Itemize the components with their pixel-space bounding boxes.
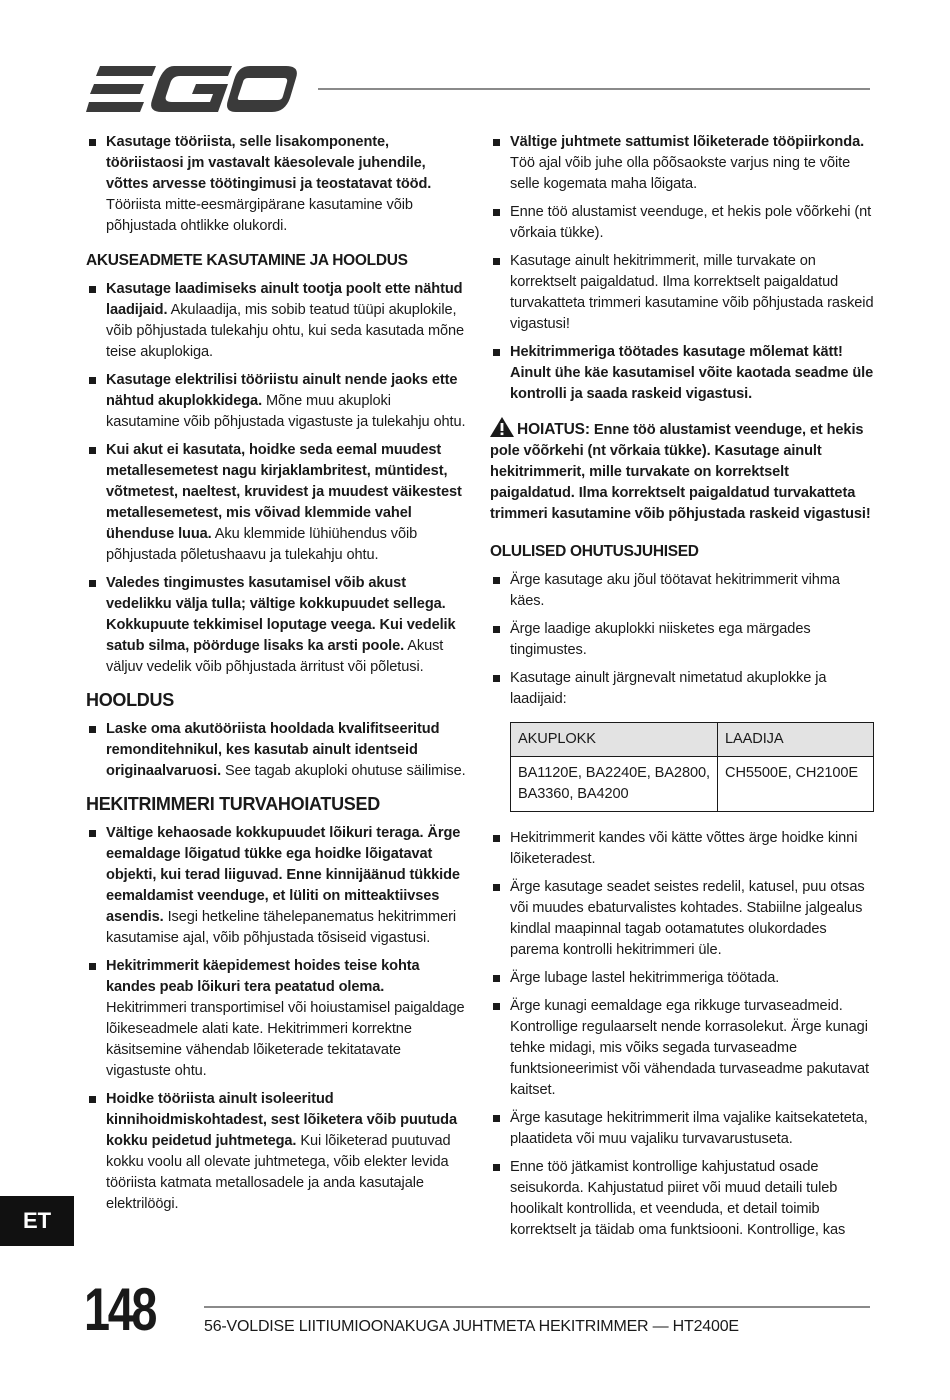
list-item: Ärge laadige akuplokki niisketes ega märgades tingimustes. [490,619,874,661]
header-rule [318,88,870,90]
list-item: Kasutage ainult hekitrimmerit, mille turvakate on korrektselt paigaldatud. Ilma korrektselt paigaldatud turvakatteta trimmeri kasutamine võib põhjustada raskeid vigastusi! [490,251,874,335]
footer-rule [204,1306,870,1308]
list-item: Ärge lubage lastel hekitrimmeriga töötada. [490,968,874,989]
table-header-cell: LAADIJA [718,723,874,757]
list-item: Kasutage elektrilisi tööriistu ainult nende jaoks ette nähtud akuplokkidega. Mõne muu akuploki kasutamine võib põhjustada vigastuste ja tulekahju ohtu. [86,370,468,433]
list-item: Ärge kasutage hekitrimmerit ilma vajalike kaitsekateteta, plaatideta või muu vajaliku turvavarustuseta. [490,1108,874,1150]
list-item: Kasutage ainult järgnevalt nimetatud akuplokke ja laadijaid: [490,668,874,710]
table-cell: BA1120E, BA2240E, BA2800, BA3360, BA4200 [511,757,718,812]
list-item: Ärge kasutage aku jõul töötavat hekitrimmerit vihma käes. [490,570,874,612]
list-item: Hekitrimmerit kandes või kätte võttes ärge hoidke kinni lõiketeradest. [490,828,874,870]
table-row [511,757,874,812]
list-item: Laske oma akutööriista hooldada kvalifitseeritud remonditehnikul, kes kasutab ainult identseid originaalvaruosi. See tagab akuploki ohutuse säilimise. [86,719,468,782]
list-item: Enne töö jätkamist kontrollige kahjustatud osade seisukorda. Kahjustatud piiret või muud detaili tuleb hoolikalt kontrollida, et veenduda, et detail toimib korrektselt ja täidab oma funktsiooni. Kontrollige, kas [490,1157,874,1241]
section-heading-service: HOOLDUS [86,690,174,710]
left-column [86,132,468,1222]
page-number: 148 [84,1276,156,1343]
list-item: Valedes tingimustes kasutamisel võib akust vedelikku välja tulla; vältige kokkupuudet sellega. Kokkupuute tekkimisel loputage veega. Kui vedelik satub silma, pöörduge lisaks ka arsti poole. Akust väljuv vedelik võib põhjustada ärritust või põletusi. [86,573,468,678]
list-item: Kasutage laadimiseks ainult tootja poolt ette nähtud laadijaid. Akulaadija, mis sobib teatud tüüpi akuplokile, võib põhjustada tulekahju ohtu, kui seda kasutada mõne teise akuplokiga. [86,279,468,363]
ego-logo [86,64,298,114]
list-item: Hoidke tööriista ainult isoleeritud kinnihoidmiskohtadest, sest lõiketera võib puutuda kokku peidetud juhtmetega. Kui lõiketerad puutuvad kokku voolu all olevate juhtmetega, võib elekter levida tööriista katmata metallosadele ja anda kasutajale elektrilöögi. [86,1089,468,1215]
warning-text: Enne töö alustamist veenduge, et hekis pole võõrkehi (nt võrkaia tükke). Kasutage ainult hekitrimmerit, mille turvakate on korrektselt paigaldatud. Ilma korrektselt paigaldatud turvakatteta trimmeri kasutamine võib põhjustada raskeid vigastusi! [490,422,871,522]
section-heading-trimmer: HEKITRIMMERI TURVAHOIATUSED [86,794,380,814]
list-item: Kasutage tööriista, selle lisakomponente, tööriistaosi jm vastavalt käesolevale juhendile, võttes arvesse töötingimusi ja teostatavat tööd. Tööriista mitte-eesmärgipärane kasutamine võib põhjustada ohtlikke olukordi. [86,132,468,237]
table-header-cell: AKUPLOKK [511,723,718,757]
list-item: Vältige juhtmete sattumist lõiketerade tööpiirkonda. Töö ajal võib juhe olla põõsaokste varjus ning te võite selle kogemata maha lõigata. [490,132,874,195]
footer-title: 56-VOLDISE LIITIUMIOONAKUGA JUHTMETA HEKITRIMMER — HT2400E [204,1318,739,1335]
section-heading-important: OLULISED OHUTUSJUHISED [490,543,699,560]
right-column [490,132,874,1248]
battery-charger-table [510,722,874,812]
list-item: Hekitrimmerit käepidemest hoides teise kohta kandes peab lõikuri tera peatatud olema. Hekitrimmeri transportimisel või hoiustamisel paigaldage lõikeseadmele alati kate. Hekitrimmeri korrektne käsitsemine vähendab lõiketerade tekitatavate vigastuste ohtu. [86,956,468,1082]
warning-block [490,417,874,525]
list-item: Ärge kasutage seadet seistes redelil, katusel, puu otsas või muudes ebaturvalistes kohtades. Stabiilne jalgealus kindlal maapinnal tagab ootamatutes olukordades parema kontrolli hekitrimmeri üle. [490,877,874,961]
table-header-row [511,723,874,757]
list-item: Hekitrimmeriga töötades kasutage mõlemat kätt! Ainult ühe käe kasutamisel võite kaotada seadme üle kontrolli ja saada raskeid vigastusi. [490,342,874,405]
warning-label: HOIATUS: [517,421,590,438]
list-item: Enne töö alustamist veenduge, et hekis pole võõrkehi (nt võrkaia tükke). [490,202,874,244]
table-cell: CH5500E, CH2100E [718,757,874,812]
list-item: Vältige kehaosade kokkupuudet lõikuri teraga. Ärge eemaldage lõigatud tükke ega hoidke lõigatavat objekti, kui terad liiguvad. Enne kinnijäänud tükkide eemaldamist veenduge, et lüliti on mitteaktiivses asendis. Isegi hetkeline tähelepanematus hekitrimmeri kasutamise ajal, võib põhjustada tõsiseid vigastusi. [86,823,468,949]
list-item: Kui akut ei kasutata, hoidke seda eemal muudest metallesemetest nagu kirjaklambritest, müntidest, võtmetest, naeltest, kruvidest ja muudest väikestest metallesemetest, mis võivad klemmide vahel ühenduse luua. Aku klemmide lühiühendus võib põhjustada põletushaavu ja tulekahju ohtu. [86,440,468,566]
warning-triangle-icon [490,417,514,437]
section-heading-battery: AKUSEADMETE KASUTAMINE JA HOOLDUS [86,252,408,269]
logo-text: EGO [86,64,89,65]
list-item: Ärge kunagi eemaldage ega rikkuge turvaseadmeid. Kontrollige regulaarselt nende korrasolekut. Ärge kunagi tehke midagi, mis võiks segada turvaseadme funktsioneerimist või vähendada turvaseadme pakutavat kaitset. [490,996,874,1101]
language-tab: ET [0,1196,74,1246]
